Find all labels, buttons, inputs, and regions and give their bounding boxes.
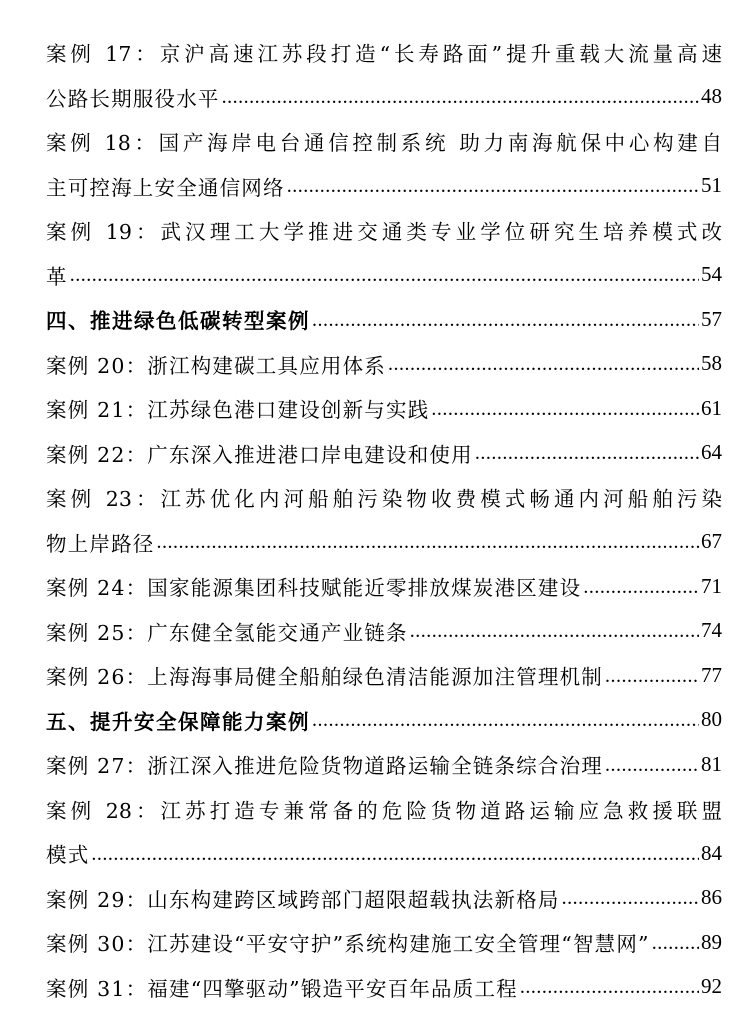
toc-entry-line[interactable] <box>46 564 722 609</box>
toc-entry-line[interactable] <box>46 876 722 921</box>
toc-entry-title: 案例 24：国家能源集团科技赋能近零排放煤炭港区建设 <box>46 576 582 601</box>
page-number: 57 <box>701 306 722 331</box>
toc-entry-line[interactable] <box>46 831 722 876</box>
page-number: 61 <box>701 395 722 420</box>
dot-leader <box>605 653 699 698</box>
toc-entry-title: 五、提升安全保障能力案例 <box>46 709 310 734</box>
toc-entry-title: 主可控海上安全通信网络 <box>46 175 285 200</box>
dot-leader <box>520 965 699 1010</box>
toc-entry-line[interactable] <box>46 609 722 654</box>
toc-entry-line[interactable] <box>46 342 722 387</box>
dot-leader <box>287 164 699 209</box>
page-number: 92 <box>701 974 722 999</box>
toc-entry-title: 案例 29：山东构建跨区域跨部门超限超载执法新格局 <box>46 887 560 912</box>
toc-entry-line[interactable] <box>46 431 722 476</box>
page-number: 67 <box>701 529 722 554</box>
toc-entry-title: 案例 31：福建“四擎驱动”锻造平安百年品质工程 <box>46 976 518 1001</box>
page-number: 89 <box>701 929 722 954</box>
toc-entry-line[interactable] <box>46 653 722 698</box>
toc-entry-title: 案例 18：国产海岸电台通信控制系统 助力南海航保中心构建自 <box>46 131 722 156</box>
toc-section-heading[interactable] <box>46 297 722 342</box>
toc-entry-line[interactable] <box>46 119 722 164</box>
toc-entry-title: 案例 28：江苏打造专兼常备的危险货物道路运输应急救援联盟 <box>46 798 722 823</box>
page-number: 64 <box>701 440 722 465</box>
toc-entry-title: 案例 22：广东深入推进港口岸电建设和使用 <box>46 442 473 467</box>
toc-entry-line[interactable] <box>46 75 722 120</box>
dot-leader <box>562 876 699 921</box>
page-number: 86 <box>701 885 722 910</box>
toc-entry-title: 革 <box>46 264 68 289</box>
toc-entry-line[interactable] <box>46 965 722 1010</box>
dot-leader <box>475 431 699 476</box>
toc-entry-title: 案例 21：江苏绿色港口建设创新与实践 <box>46 398 430 423</box>
toc-entry-title: 物上岸路径 <box>46 531 155 556</box>
toc-entry-title: 四、推进绿色低碳转型案例 <box>46 309 310 334</box>
dot-leader <box>91 831 699 876</box>
toc-entry-line[interactable] <box>46 475 722 520</box>
toc-entry-line[interactable] <box>46 164 722 209</box>
page-number: 51 <box>701 173 722 198</box>
dot-leader <box>652 920 699 965</box>
page-number: 58 <box>701 351 722 376</box>
dot-leader <box>157 520 700 565</box>
page-number: 77 <box>701 662 722 687</box>
page-number: 81 <box>701 751 722 776</box>
toc-entry-title: 案例 27：浙江深入推进危险货物道路运输全链条综合治理 <box>46 754 604 779</box>
toc-entry-title: 模式 <box>46 843 90 868</box>
page-number: 54 <box>701 262 722 287</box>
toc-entry-title: 公路长期服役水平 <box>46 86 220 111</box>
toc-entry-title: 案例 26：上海海事局健全船舶绿色清洁能源加注管理机制 <box>46 665 604 690</box>
page-number: 84 <box>701 840 722 865</box>
dot-leader <box>431 386 699 431</box>
page-number: 74 <box>701 618 722 643</box>
dot-leader <box>410 609 699 654</box>
dot-leader <box>312 698 699 743</box>
toc-entry-line[interactable] <box>46 386 722 431</box>
dot-leader <box>312 297 699 342</box>
toc-entry-line[interactable] <box>46 742 722 787</box>
toc-entry-title: 案例 17：京沪高速江苏段打造“长寿路面”提升重载大流量高速 <box>46 42 722 67</box>
page-number: 80 <box>701 707 722 732</box>
table-of-contents <box>46 30 722 1009</box>
toc-entry-line[interactable] <box>46 520 722 565</box>
toc-entry-title: 案例 25：广东健全氢能交通产业链条 <box>46 620 408 645</box>
toc-entry-title: 案例 20：浙江构建碳工具应用体系 <box>46 353 387 378</box>
toc-entry-line[interactable] <box>46 787 722 832</box>
toc-entry-line[interactable] <box>46 253 722 298</box>
dot-leader <box>583 564 699 609</box>
toc-entry-line[interactable] <box>46 30 722 75</box>
toc-entry-title: 案例 23：江苏优化内河船舶污染物收费模式畅通内河船舶污染 <box>46 487 722 512</box>
dot-leader <box>222 75 699 120</box>
toc-section-heading[interactable] <box>46 698 722 743</box>
toc-entry-line[interactable] <box>46 920 722 965</box>
dot-leader <box>70 253 699 298</box>
page-number: 48 <box>701 84 722 109</box>
page-number: 71 <box>701 573 722 598</box>
toc-entry-line[interactable] <box>46 208 722 253</box>
dot-leader <box>388 342 699 387</box>
toc-entry-title: 案例 30：江苏建设“平安守护”系统构建施工安全管理“智慧网” <box>46 932 650 957</box>
dot-leader <box>605 742 699 787</box>
toc-entry-title: 案例 19：武汉理工大学推进交通类专业学位研究生培养模式改 <box>46 220 722 245</box>
